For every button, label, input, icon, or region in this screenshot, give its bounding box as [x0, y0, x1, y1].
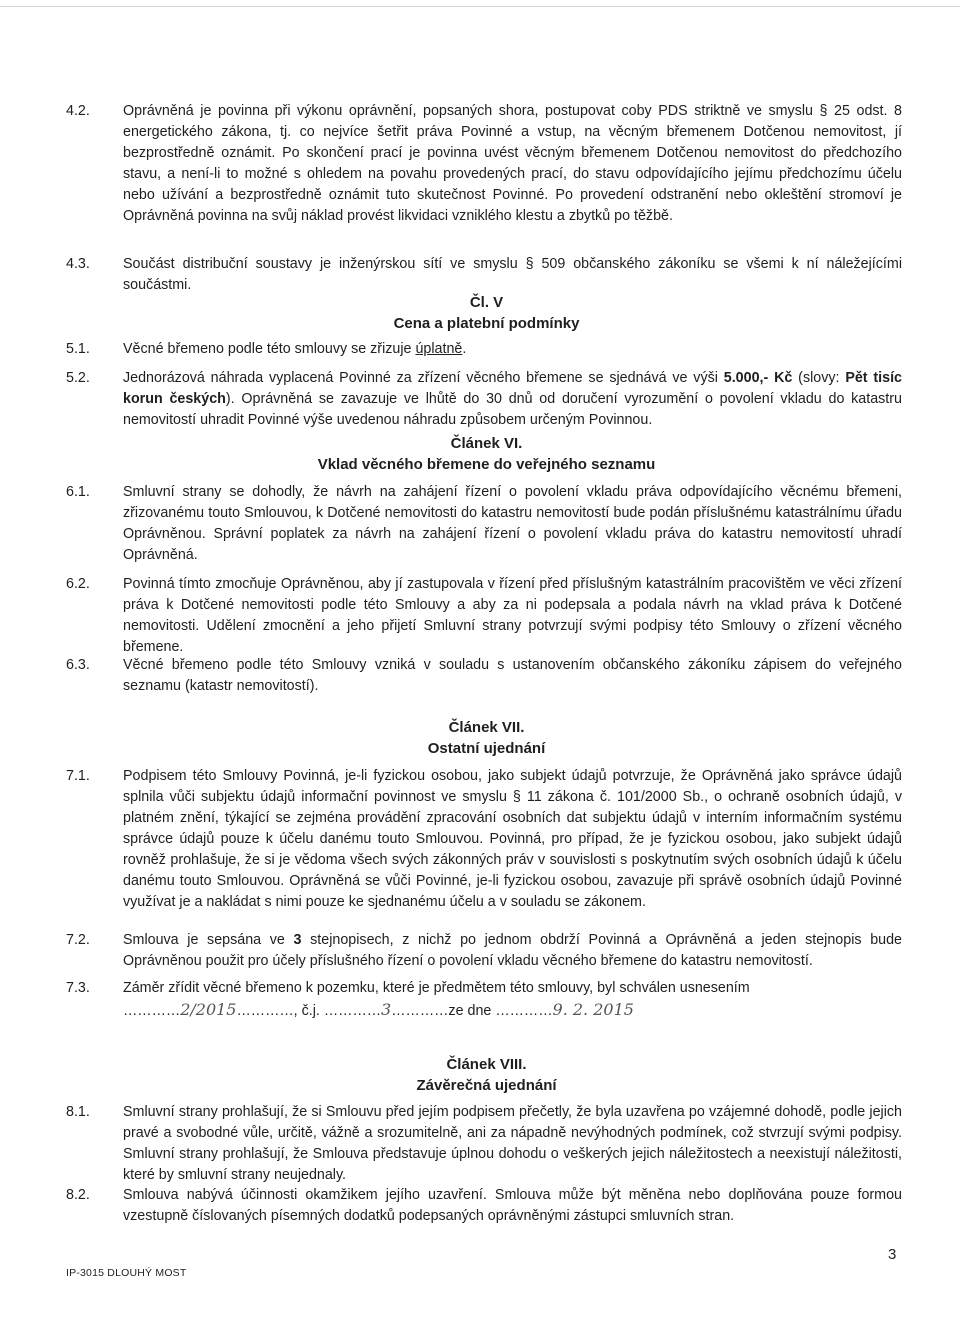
clause-line: Záměr zřídit věcné břemeno k pozemku, které je předmětem této smlouvy, byl schválen usnesením — [123, 980, 750, 996]
clause-4-3 — [66, 254, 902, 296]
article-v-heading — [123, 292, 850, 334]
handwritten-date: 9. 2. 2015 — [552, 1000, 634, 1019]
clause-text-part: ). Oprávněná se zavazuje ve lhůtě do 30 dnů od doručení vyrozumění o povolení vkladu do katastru nemovitostí uhradit Povinné výše uvedenou náhradu způsobem určeným Povinnou. — [123, 391, 902, 428]
reference-label: , č.j. — [293, 1003, 324, 1019]
clause-number: 8.2. — [66, 1187, 90, 1203]
clause-text: Smlouva nabývá účinnosti okamžikem jejího uzavření. Smlouva může být měněna nebo doplňována pouze formou vzestupně číslovaných písemných dodatků podepsaných oprávněnými zástupci smluvních stran. — [123, 1187, 902, 1224]
clause-8-2 — [66, 1185, 902, 1227]
article-label: Článek VIII. — [446, 1056, 527, 1073]
amount-words: Pět tisíc korun českých — [123, 370, 902, 407]
clause-number: 6.3. — [66, 657, 90, 673]
clause-5-1 — [66, 339, 902, 360]
clause-number: 5.2. — [66, 370, 90, 386]
clause-number: 6.2. — [66, 576, 90, 592]
underlined-term: úplatně — [415, 341, 463, 357]
clause-6-1 — [66, 482, 902, 566]
article-title: Vklad věcného břemene do veřejného seznamu — [317, 456, 656, 473]
article-vi-heading — [123, 433, 850, 475]
page-number: 3 — [888, 1246, 897, 1263]
clause-text — [123, 978, 902, 1022]
clause-number: 7.3. — [66, 980, 90, 996]
clause-text-part: stejnopisech, z nichž po jednom obdrží Povinná a Oprávněná a jeden stejnopis bude Oprávněnou použit pro účely příslušného řízení o povolení vkladu věcného břemene do katastru nemovitostí. — [123, 932, 902, 969]
dotted-fill: ………… — [123, 1003, 181, 1019]
article-viii-heading — [123, 1054, 850, 1096]
approval-line — [123, 999, 902, 1022]
clause-5-2 — [66, 368, 902, 431]
clause-6-2 — [66, 574, 902, 658]
clause-8-1 — [66, 1102, 902, 1186]
copy-count: 3 — [293, 932, 302, 948]
clause-text: Smluvní strany prohlašují, že si Smlouvu před jejím podpisem přečetly, že byla uzavřena po vzájemné dohodě, podle jejich pravé a svobodné vůle, určitě, vážně a srozumitelně, ani za nápadně nevýhodných podmínek, což stvrzují svými podpisy. Smluvní strany prohlašují, že Smlouva představuje úplnou dohodu o veškerých jejich náležitostech a neexistují náležitosti, které by smluvní strany neujednaly. — [123, 1104, 902, 1183]
clause-number: 5.1. — [66, 341, 90, 357]
clause-4-2 — [66, 101, 902, 227]
handwritten-resolution-number: 2/2015 — [180, 1000, 237, 1019]
clause-text: Oprávněná je povinna při výkonu oprávnění, popsaných shora, postupovat coby PDS striktně ve smyslu § 25 odst. 8 energetického zákona, tj. co nejvíce šetřit práva Povinné a vstup, na věcným břemenem Dotčenou nemovitost, jí bezprostředně oznámit. Po skončení prací je povinna uvést věcným břemenem Dotčenou nemovitost do předchozího stavu, a není-li to možné s ohledem na povahu provedených prací, do stavu odpovídajícího jejímu předchozímu účelu nebo užívání a bezprostředně oznámit tuto skutečnost Povinné. Po provedení odstranění nebo okleštění stromoví je Oprávněná povinna na svůj náklad provést likvidaci vzniklého klestu a zbytků po těžbě. — [123, 103, 902, 224]
clause-number: 7.1. — [66, 768, 90, 784]
clause-7-3 — [66, 978, 902, 1022]
article-label: Čl. V — [469, 294, 504, 311]
clause-7-2 — [66, 930, 902, 972]
clause-text: Součást distribuční soustavy je inženýrskou sítí ve smyslu § 509 občanského zákoníku se všemi k ní náležejícími součástmi. — [123, 256, 902, 293]
scan-edge-line — [0, 6, 960, 7]
dotted-fill: ………… — [236, 1003, 294, 1019]
article-label: Článek VI. — [450, 435, 523, 452]
clause-text: Podpisem této Smlouvy Povinná, je-li fyzickou osobou, jako subjekt údajů potvrzuje, že Oprávněná jako správce údajů splnila vůči subjektu údajů informační povinnost ve smyslu § 11 zákona č. 101/2000 Sb., o ochraně osobních údajů, v platném znění, týkající se zejména provádění zpracování osobních dat subjektu údajů v interním informačním systému správce údajů pouze k účelu danému touto Smlouvou. Povinná, pro případ, že je fyzickou osobou, jako subjekt údajů rovněž prohlašuje, že si je vědoma všech svých zákonných práv v souvislosti s poskytnutím svých osobních údajů k účelu danému touto Smlouvou. Oprávněná se vůči Povinné, je-li fyzickou osobou, zavazuje při správě osobních údajů Povinné využívat je a nakládat s nimi pouze ke sjednanému účelu a v souladu se zákonem. — [123, 768, 902, 910]
clause-text-part: Věcné břemeno podle této smlouvy se zřizuje — [123, 341, 416, 357]
clause-6-3 — [66, 655, 902, 697]
clause-number: 6.1. — [66, 484, 90, 500]
clause-text-part: Jednorázová náhrada vyplacená Povinné za zřízení věcného břemene se sjednává ve výši — [123, 370, 724, 386]
amount: 5.000,- Kč — [723, 370, 793, 386]
clause-text: Věcné břemeno podle této Smlouvy vzniká v souladu s ustanovením občanského zákoníku zápisem do veřejného seznamu (katastr nemovitostí). — [123, 657, 902, 694]
handwritten-reference-number: 3 — [381, 1000, 392, 1019]
date-label: ze dne — [448, 1003, 496, 1019]
article-vii-heading — [123, 717, 850, 759]
article-title: Ostatní ujednání — [427, 740, 546, 757]
clause-number: 8.1. — [66, 1104, 90, 1120]
clause-text-part: Smlouva je sepsána ve — [123, 932, 294, 948]
footer-document-id: IP-3015 DLOUHÝ MOST — [66, 1267, 187, 1279]
clause-text — [123, 339, 902, 360]
clause-7-1 — [66, 766, 902, 913]
clause-text-part: (slovy: — [792, 370, 846, 386]
article-label: Článek VII. — [448, 719, 525, 736]
dotted-fill: ………… — [391, 1003, 449, 1019]
article-title: Cena a platební podmínky — [393, 315, 580, 332]
clause-number: 7.2. — [66, 932, 90, 948]
article-title: Závěrečná ujednání — [416, 1077, 557, 1094]
clause-text: Smluvní strany se dohodly, že návrh na zahájení řízení o povolení vkladu práva odpovídajícího věcnému břemeni, zřizovanému touto Smlouvou, k Dotčené nemovitosti do katastru nemovitostí bude podán příslušnému katastrálnímu úřadu Oprávněnou. Správní poplatek za návrh na zahájení řízení o povolení vkladu práva do katastru nemovitostí uhradí Oprávněná. — [123, 484, 902, 563]
clause-text — [123, 930, 902, 972]
clause-text — [123, 368, 902, 431]
dotted-fill: ………… — [495, 1003, 553, 1019]
clause-text: Povinná tímto zmocňuje Oprávněnou, aby jí zastupovala v řízení před příslušným katastrálním pracovištěm ve věci zřízení práva k Dotčené nemovitosti podle této Smlouvy a aby za ni podepsala a podala návrh na vklad práva k Dotčené nemovitosti. Udělení zmocnění a jeho přijetí Smluvní strany potvrzují svými podpisy této Smlouvy o zřízení věcného břemene. — [123, 576, 902, 655]
clause-number: 4.3. — [66, 256, 90, 272]
clause-number: 4.2. — [66, 103, 90, 119]
dotted-fill: ………… — [323, 1003, 382, 1019]
clause-text-tail: . — [462, 341, 467, 357]
